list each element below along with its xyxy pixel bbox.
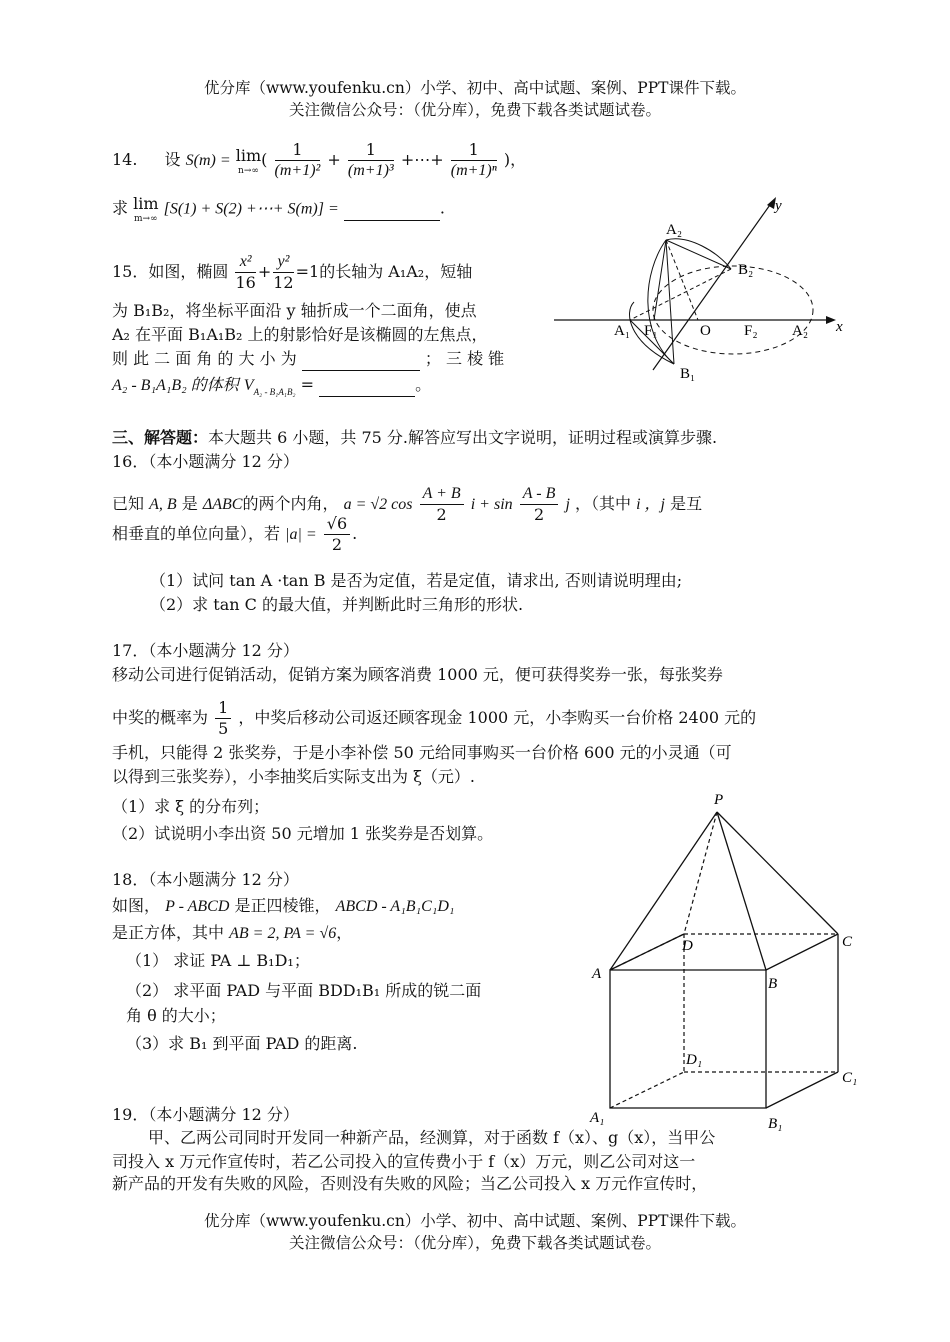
question-14-line-1 bbox=[112, 140, 526, 181]
frac-den: 2 bbox=[331, 535, 343, 554]
answer-blank bbox=[319, 374, 415, 397]
x-axis-arrow bbox=[826, 316, 836, 324]
text: ，（其中 bbox=[574, 494, 631, 513]
frac-num: 1 bbox=[451, 140, 497, 161]
text: ； 三 棱 锥 bbox=[424, 349, 505, 368]
question-18-line-2 bbox=[112, 922, 352, 945]
question-15-line-2: 为 B₁B₂，将坐标平面沿 y 轴折成一个二面角，使点 bbox=[112, 301, 477, 320]
edge-P-A bbox=[610, 812, 717, 970]
question-18-part-2a: （2） 求平面 PAD 与平面 BDD₁B₁ 所成的锐二面 bbox=[126, 981, 482, 1000]
question-number: 14. bbox=[112, 150, 138, 169]
label-B2: B₂ bbox=[738, 262, 754, 278]
question-17-line-2 bbox=[112, 698, 756, 739]
period: . bbox=[439, 198, 445, 218]
question-17-line-1: 移动公司进行促销活动，促销方案为顾客消费 1000 元，便可获得奖券一张，每张奖券 bbox=[112, 665, 723, 684]
question-19-line-1: 甲、乙两公司同时开发同一种新产品，经测算，对于函数 f（x）、g（x），当甲公 bbox=[148, 1128, 716, 1147]
lim-text: lim bbox=[235, 145, 262, 165]
lim-text: lim bbox=[133, 194, 159, 213]
question-15-line-5 bbox=[112, 374, 431, 403]
question-18-part-3: （3）求 B₁ 到平面 PAD 的距离. bbox=[126, 1034, 358, 1053]
label-F2: F₂ bbox=[744, 323, 758, 339]
label-O: O bbox=[700, 323, 711, 339]
question-16-line-2 bbox=[112, 514, 357, 555]
edge-B-C bbox=[766, 934, 838, 970]
text: 如图，椭圆 bbox=[148, 262, 229, 281]
math-expr: P - ABCD bbox=[165, 898, 230, 915]
label-B1: B₁ bbox=[768, 1116, 783, 1132]
label-F1: F₁ bbox=[644, 323, 658, 339]
text: 如图， bbox=[112, 896, 161, 915]
question-17-head: 17．（本小题满分 12 分） bbox=[112, 641, 299, 660]
label-D1: D₁ bbox=[686, 1052, 703, 1068]
section-desc: 本大题共 6 小题，共 75 分.解答应写出文字说明，证明过程或演算步骤. bbox=[208, 428, 718, 447]
label-A1: A₁ bbox=[614, 323, 631, 339]
label-A1: A₁ bbox=[590, 1110, 605, 1126]
text: 的两个内角， bbox=[242, 494, 339, 513]
label-A: A bbox=[592, 966, 602, 982]
math-expr: [S(1) + S(2) +⋯+ S(m)] = bbox=[163, 200, 339, 218]
edge-A1-D1 bbox=[610, 1072, 684, 1108]
edge-B1-C1 bbox=[766, 1072, 838, 1108]
label-D: D bbox=[682, 938, 693, 954]
text: 是 bbox=[181, 494, 198, 513]
section-title: 三、解答题： bbox=[112, 428, 209, 447]
frac-den: (m+1)³ bbox=[347, 162, 394, 179]
answer-blank bbox=[302, 348, 420, 371]
frac-den: 2 bbox=[533, 505, 545, 524]
frac-den: 12 bbox=[273, 273, 294, 292]
label-P: P bbox=[714, 792, 724, 808]
question-19-line-2: 司投入 x 万元作宣传时，若乙公司投入的宣传费小于 f（x）万元，则乙公司对这一 bbox=[112, 1152, 696, 1171]
frac-num: 1 bbox=[275, 140, 321, 161]
cube-front-face bbox=[610, 970, 766, 1108]
question-18-part-2b: 角 θ 的大小； bbox=[126, 1006, 226, 1025]
math-expr: i + sin bbox=[470, 496, 513, 513]
paren: ( bbox=[261, 150, 268, 169]
label-A2-top: A₂ bbox=[666, 222, 683, 238]
edge-P-C bbox=[717, 812, 838, 934]
text: 设 bbox=[164, 150, 181, 169]
math-expr: S(m) = bbox=[185, 152, 231, 169]
text: ，中奖后移动公司返还顾客现金 1000 元，小李购买一台价格 2400 元的 bbox=[238, 708, 757, 727]
plus: + bbox=[327, 150, 341, 169]
question-18-head: 18．（本小题满分 12 分） bbox=[112, 870, 299, 889]
frac-den: 5 bbox=[218, 719, 229, 738]
dots: +⋯+ bbox=[400, 150, 444, 169]
volume-subscript: A₂ - B₁A₁B₂ bbox=[253, 387, 296, 397]
text: 求 bbox=[112, 198, 129, 218]
question-18-line-1 bbox=[112, 895, 454, 918]
lim-subscript: m→∞ bbox=[134, 214, 158, 224]
frac-den: (m+1)ⁿ bbox=[450, 162, 497, 179]
footer-line-2: 关注微信公众号：（优分库），免费下载各类试题试卷。 bbox=[288, 1234, 661, 1252]
frac-num: √6 bbox=[324, 514, 350, 535]
frac-num: 1 bbox=[348, 140, 394, 161]
question-17-part-2: （2）试说明小李出资 50 元增加 1 张奖券是否划算。 bbox=[112, 824, 494, 843]
label-C1: C₁ bbox=[842, 1070, 858, 1086]
text: 中奖的概率为 bbox=[112, 708, 209, 727]
volume-symbol: V bbox=[243, 377, 254, 394]
frac-num: A + B bbox=[420, 484, 464, 505]
math-expr: |a| = bbox=[285, 526, 317, 543]
question-16-part-2: （2）求 tan C 的最大值，并判断此时三角形的形状. bbox=[150, 595, 524, 614]
question-15-line-1: 15．如图，椭圆 $\frac{\text{x²}}{16}$ + $\frac{\text{y²}}{12}$ =1的长轴为 A₁A₂，短轴 bbox=[112, 253, 473, 292]
text: 是正四棱锥， bbox=[234, 896, 331, 915]
label-y: y bbox=[775, 198, 782, 214]
math-expr: AB = 2, PA = √6 bbox=[229, 925, 337, 942]
frac-den: 16 bbox=[235, 273, 256, 292]
math-expr: a = √2 cos bbox=[343, 496, 413, 513]
text: 已知 bbox=[112, 494, 145, 513]
text: 是互 bbox=[670, 494, 703, 513]
paren: )， bbox=[503, 150, 527, 169]
text: 。 bbox=[415, 375, 432, 394]
edge-A-D-solid bbox=[610, 934, 684, 970]
text: A₂ - B₁A₁B₂ 的体积 bbox=[112, 377, 239, 394]
edge-P-B bbox=[717, 812, 766, 970]
frac-num: y² bbox=[273, 252, 293, 273]
period: . bbox=[352, 524, 358, 543]
question-number: 15． bbox=[112, 262, 149, 281]
pyramid-cube-figure bbox=[580, 788, 870, 1134]
question-16-part-1: （1）试问 tan A ·tan B 是否为定值，若是定值，请求出, 否则请说明理由; bbox=[150, 571, 683, 590]
text: 是正方体，其中 bbox=[112, 923, 225, 942]
frac-num: 1 bbox=[215, 698, 231, 719]
label-B1: B₁ bbox=[680, 366, 696, 382]
math-expr: j bbox=[565, 496, 570, 513]
footer-line-1: 优分库（www.youfenku.cn）小学、初中、高中试题、案例、PPT课件下载。 bbox=[203, 1212, 747, 1230]
ellipse-right-half bbox=[653, 266, 813, 354]
question-17-part-1: （1）求 ξ 的分布列； bbox=[112, 797, 270, 816]
question-14-line-2 bbox=[112, 194, 445, 224]
question-16-head: 16．（本小题满分 12 分） bbox=[112, 452, 299, 471]
frac-den: (m+1)² bbox=[274, 162, 321, 179]
edge-a2-f1 bbox=[654, 240, 666, 320]
frac-num: A - B bbox=[520, 484, 559, 505]
label-x: x bbox=[836, 319, 843, 335]
label-A2-right: A₂ bbox=[792, 323, 809, 339]
ellipse-fold-figure bbox=[548, 192, 848, 382]
equals: = bbox=[300, 375, 315, 394]
question-15-line-3: A₂ 在平面 B₁A₁B₂ 上的射影恰好是该椭圆的左焦点， bbox=[112, 325, 488, 344]
label-C: C bbox=[842, 934, 853, 950]
header-line-1: 优分库（www.youfenku.cn）小学、初中、高中试题、案例、PPT课件下载。 bbox=[203, 79, 747, 97]
question-18-part-1: （1） 求证 PA ⊥ B₁D₁； bbox=[126, 951, 310, 970]
math-expr: ABCD - A₁B₁C₁D₁ bbox=[335, 898, 455, 915]
math-expr: i ，j bbox=[636, 496, 665, 513]
text: 相垂直的单位向量），若 bbox=[112, 524, 281, 543]
section-3-heading bbox=[112, 427, 717, 449]
question-17-line-4: 以得到三张奖券），小李抽奖后实际支出为 ξ（元）. bbox=[112, 767, 475, 786]
text: =1的长轴为 A₁A₂，短轴 bbox=[295, 262, 473, 281]
label-B: B bbox=[768, 976, 778, 992]
question-19-line-3: 新产品的开发有失败的风险，否则没有失败的风险；当乙公司投入 x 万元作宣传时， bbox=[112, 1174, 708, 1193]
math-expr: A, B bbox=[149, 496, 177, 513]
header-line-2: 关注微信公众号：（优分库），免费下载各类试题试卷。 bbox=[288, 101, 661, 119]
lim-subscript: n→∞ bbox=[238, 165, 259, 176]
frac-den: 2 bbox=[436, 505, 447, 524]
answer-blank bbox=[344, 198, 440, 221]
text: ， bbox=[336, 923, 353, 942]
edge-P-D bbox=[684, 812, 717, 934]
question-19-head: 19．（本小题满分 12 分） bbox=[112, 1105, 299, 1124]
frac-num: x² bbox=[235, 252, 255, 273]
question-17-line-3: 手机，只能得 2 张奖券，于是小李补偿 50 元给同事购买一台价格 600 元的小灵通（可 bbox=[112, 743, 732, 762]
question-15-line-4 bbox=[112, 348, 504, 371]
math-expr: ΔABC bbox=[202, 496, 243, 513]
text: 则 此 二 面 角 的 大 小 为 bbox=[112, 349, 297, 368]
